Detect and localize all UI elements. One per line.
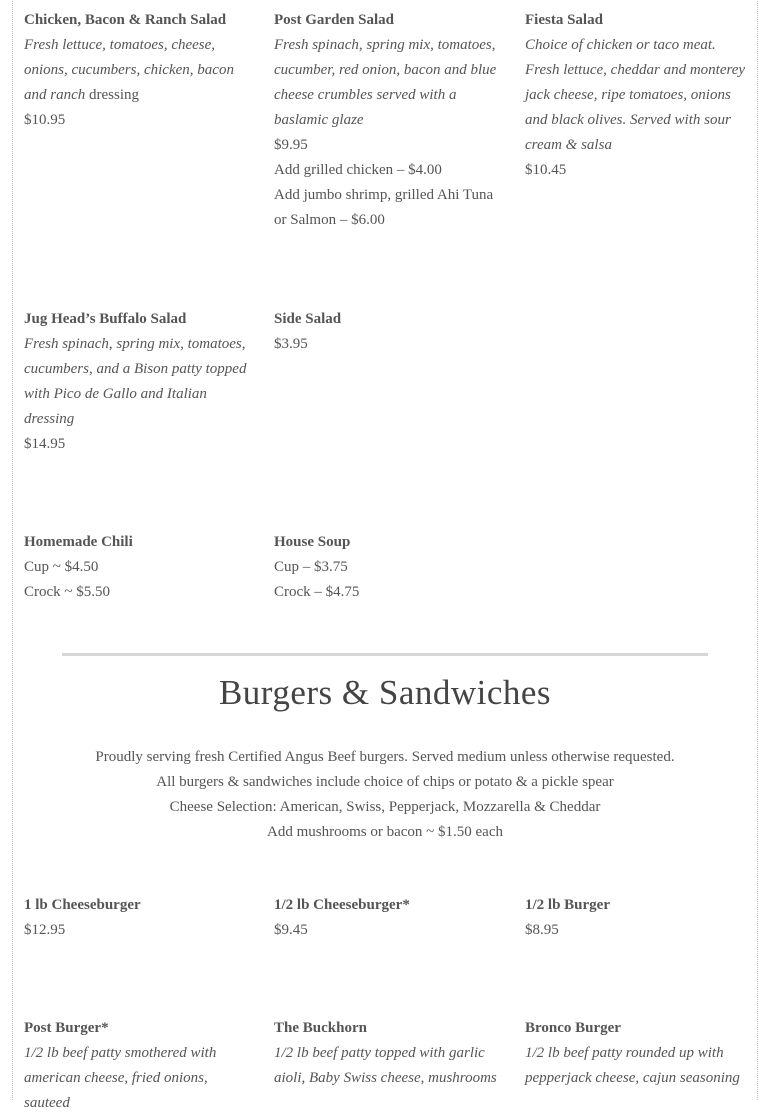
item-name: Post Burger* [24, 1020, 109, 1036]
intro-line: Proudly serving fresh Certified Angus Beef burgers. Served medium unless otherwise requested. [95, 749, 675, 765]
menu-item-bronco-burger [525, 1016, 747, 1091]
intro-line: All burgers & sandwiches include choice of chips or potato & a pickle spear [156, 774, 614, 790]
menu-item-half-lb-cheeseburger [274, 893, 500, 943]
item-description [24, 33, 250, 108]
item-price-cup: Cup – $3.75 [274, 559, 348, 575]
menu-item-house-soup [274, 530, 500, 605]
item-price: $9.95 [274, 137, 308, 153]
menu-item-fiesta-salad [525, 8, 747, 183]
menu-item-the-buckhorn [274, 1016, 500, 1091]
item-name: The Buckhorn [274, 1020, 367, 1036]
item-name: Homemade Chili [24, 534, 133, 550]
item-price: $14.95 [24, 436, 66, 452]
item-name: Side Salad [274, 311, 342, 327]
item-addon: Add grilled chicken – $4.00 [274, 162, 442, 178]
item-name: Bronco Burger [525, 1020, 621, 1036]
item-price: $9.45 [274, 922, 308, 938]
section-title: Burgers & Sandwiches [218, 673, 552, 712]
item-name: House Soup [274, 534, 351, 550]
item-description: Fresh spinach, spring mix, tomatoes, cucumbers, and a Bison patty topped with Pico de Gallo and Italian dressing [24, 336, 247, 427]
item-name: Post Garden Salad [274, 12, 395, 28]
item-name: Chicken, Bacon & Ranch Salad [24, 12, 227, 28]
item-name: 1/2 lb Burger [525, 897, 610, 913]
section-intro [0, 745, 770, 845]
item-price: $10.95 [24, 112, 66, 128]
item-price-crock: Crock – $4.75 [274, 584, 360, 600]
item-price-crock: Crock ~ $5.50 [24, 584, 111, 600]
menu-item-post-burger [24, 1016, 250, 1116]
menu-item-post-garden-salad [274, 8, 500, 233]
menu-item-homemade-chili [24, 530, 250, 605]
item-addon: Add jumbo shrimp, grilled Ahi Tuna or Salmon – $6.00 [274, 187, 494, 228]
menu-item-half-lb-burger [525, 893, 747, 943]
item-price: $3.95 [274, 336, 308, 352]
section-divider [62, 653, 708, 656]
item-description-plain: dressing [89, 87, 139, 103]
item-description-italic: Fresh lettuce, tomatoes, cheese, onions, cucumbers, chicken, bacon and ranch [24, 37, 234, 103]
item-price-cup: Cup ~ $4.50 [24, 559, 99, 575]
item-price: $12.95 [24, 922, 66, 938]
item-price: $10.45 [525, 162, 567, 178]
item-name: 1/2 lb Cheeseburger* [274, 897, 410, 913]
item-description: 1/2 lb beef patty rounded up with pepperjack cheese, cajun seasoning [525, 1045, 740, 1086]
item-description: Fresh spinach, spring mix, tomatoes, cucumber, red onion, bacon and blue cheese crumbles served with a baslamic glaze [274, 37, 497, 128]
intro-line: Cheese Selection: American, Swiss, Pepperjack, Mozzarella & Cheddar [169, 799, 601, 815]
item-description: 1/2 lb beef patty topped with garlic aioli, Baby Swiss cheese, mushrooms [274, 1045, 497, 1086]
menu-item-chicken-bacon-ranch-salad [24, 8, 250, 133]
item-description: Choice of chicken or taco meat. Fresh lettuce, cheddar and monterey jack cheese, ripe tomatoes, onions and black olives. Served with sour cream & salsa [525, 37, 746, 153]
item-description: 1/2 lb beef patty smothered with american cheese, fried onions, sauteed [24, 1045, 217, 1111]
item-name: Jug Head’s Buffalo Salad [24, 311, 187, 327]
item-price: $8.95 [525, 922, 559, 938]
menu-item-side-salad [274, 307, 500, 357]
item-name: Fiesta Salad [525, 12, 603, 28]
menu-item-jug-head-buffalo-salad [24, 307, 250, 457]
intro-line: Add mushrooms or bacon ~ $1.50 each [267, 824, 503, 840]
item-name: 1 lb Cheeseburger [24, 897, 141, 913]
menu-item-1lb-cheeseburger [24, 893, 250, 943]
